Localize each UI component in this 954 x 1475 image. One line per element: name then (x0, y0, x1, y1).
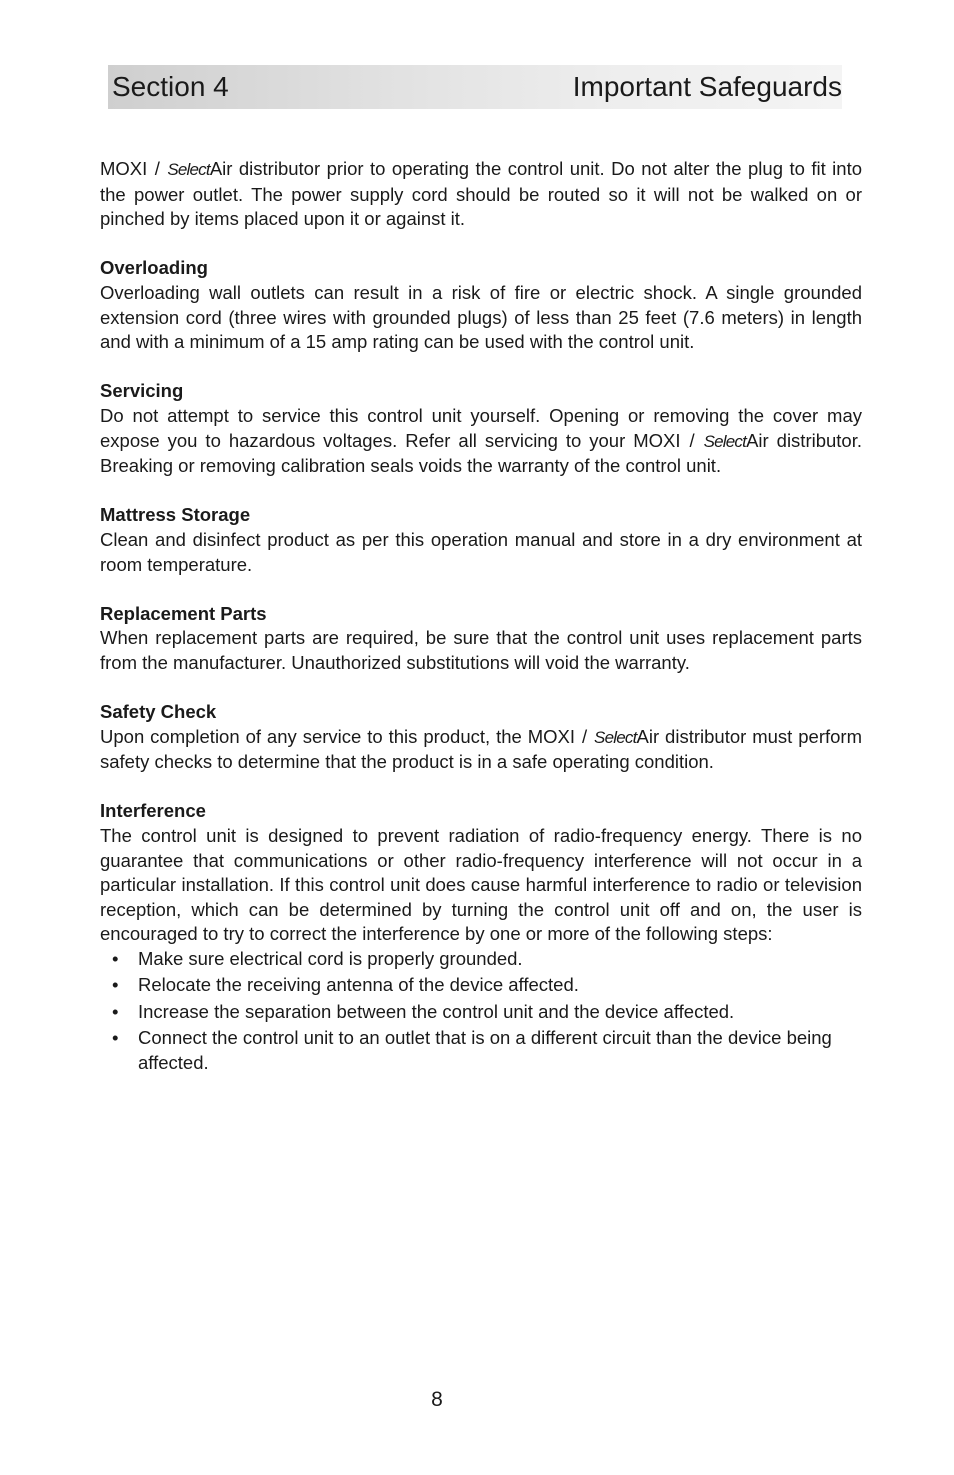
section-title: Important Safeguards (572, 71, 842, 102)
intro-text: distributor prior to operating the control unit. Do not alter the plug to fit into the power outlet. The power supply cord should be routed so it will not be walked on or pinched by items placed upon it or against it. (100, 158, 863, 230)
replacement-parts-heading: Replacement Parts (100, 602, 267, 624)
interference-section (100, 799, 862, 1075)
safety-check-text-after: distributor must perform safety checks to determine that the product is in a safe operating condition. (100, 725, 862, 773)
intro-paragraph (100, 157, 862, 232)
mattress-storage-text: Clean and disinfect product as per this operation manual and store in a dry environment at room temperature. (100, 528, 862, 575)
brand-separator: / (689, 429, 695, 451)
overloading-text: Overloading wall outlets can result in a risk of fire or electric shock. A single grounded extension cord (three wires with grounded plugs) of less than 25 feet (7.6 meters) in length and with a minimum of a 15 amp rating can be used with the control unit. (100, 281, 862, 353)
safety-check-paragraph (100, 725, 862, 775)
brand-suffix: Air (746, 429, 769, 451)
servicing-text-after: distributor. Breaking or removing calibration seals voids the warranty of the control unit. (100, 429, 863, 477)
interference-text: The control unit is designed to prevent radiation of radio-frequency energy. There is no guarantee that communications or other radio-frequency interference will not occur in a particular installation. If this control unit does cause harmful interference to radio or television reception, which can be determined by turning the control unit off and on, the user is encouraged to try to correct the interference by one or more of the following steps: (100, 825, 862, 945)
brand-prefix: MOXI (100, 158, 148, 179)
brand-suffix: Air (209, 158, 233, 179)
list-item (100, 973, 862, 998)
safety-check-heading: Safety Check (100, 701, 217, 723)
replacement-parts-section (100, 602, 862, 676)
page-number: 8 (431, 1388, 443, 1411)
list-item-text: Increase the separation between the control unit and the device affected. (138, 1000, 735, 1022)
list-item-text: Connect the control unit to an outlet that is on a different circuit than the device being affected. (138, 1027, 832, 1073)
servicing-paragraph (100, 404, 862, 479)
interference-steps-list (100, 947, 862, 1075)
safety-check-section (100, 700, 862, 775)
bullet-icon: • (112, 1000, 119, 1022)
list-item (100, 1026, 862, 1075)
servicing-text-before: Do not attempt to service this control unit yourself. Opening or removing the cover may expose you to hazardous voltages. Refer all servicing to your MOXI (100, 404, 862, 451)
mattress-storage-section (100, 503, 862, 577)
servicing-heading: Servicing (100, 380, 184, 402)
brand-italic: Select (703, 431, 747, 451)
list-item (100, 947, 862, 972)
bullet-icon: • (112, 1027, 119, 1049)
overloading-heading: Overloading (100, 257, 208, 279)
brand-separator: / (154, 158, 160, 179)
brand-separator: / (581, 725, 588, 747)
interference-heading: Interference (100, 800, 206, 822)
replacement-parts-text: When replacement parts are required, be sure that the control unit uses replacement parts from the manufacturer. Unauthorized substitutions will void the warranty. (100, 627, 862, 673)
list-item-text: Make sure electrical cord is properly grounded. (138, 948, 523, 969)
bullet-icon: • (112, 974, 119, 996)
servicing-section (100, 379, 862, 478)
brand-suffix: Air (636, 725, 660, 747)
section-number: Section 4 (112, 71, 229, 102)
list-item (100, 1000, 862, 1025)
section-header-bar (108, 65, 842, 109)
document-body (100, 157, 862, 1077)
mattress-storage-heading: Mattress Storage (100, 504, 251, 526)
safety-check-text-before: Upon completion of any service to this product, the MOXI (100, 725, 576, 747)
brand-italic: Select (167, 160, 210, 179)
list-item-text: Relocate the receiving antenna of the device affected. (138, 974, 579, 996)
bullet-icon: • (112, 948, 119, 969)
brand-italic: Select (594, 727, 637, 747)
overloading-section (100, 256, 862, 354)
